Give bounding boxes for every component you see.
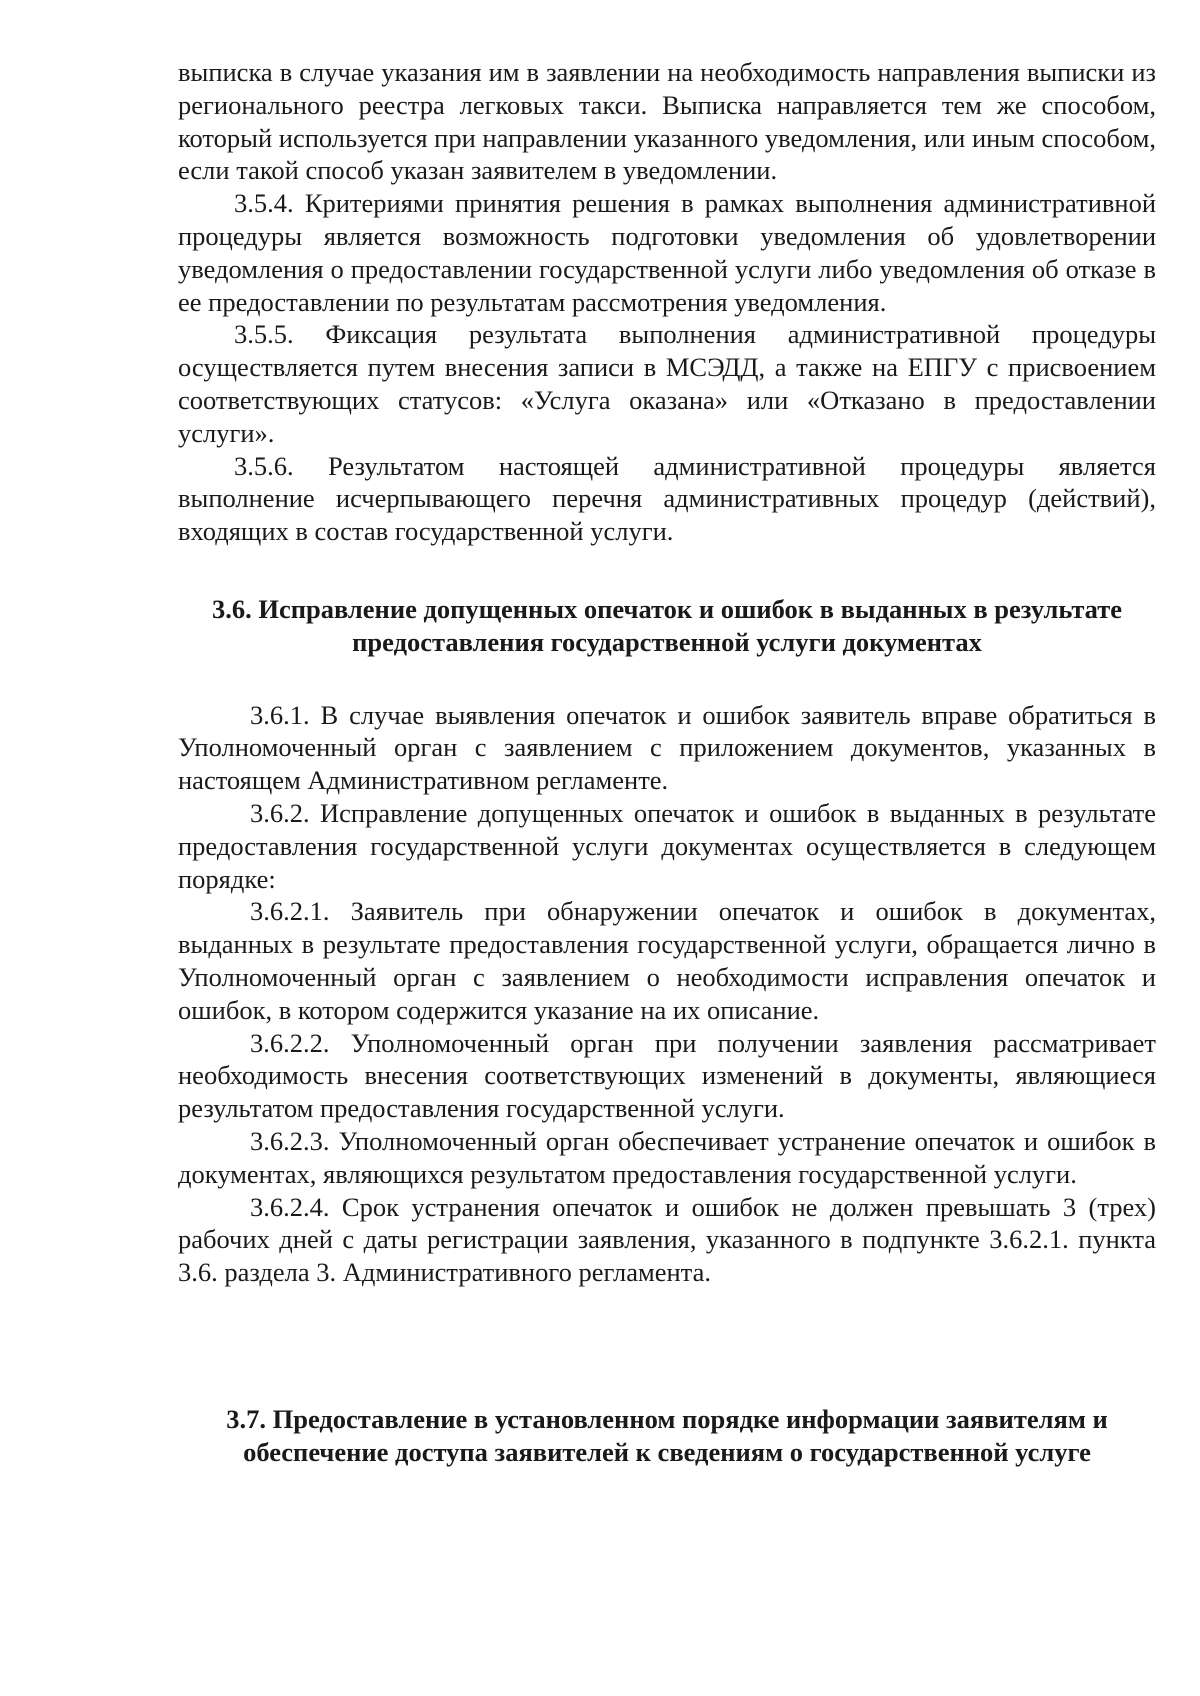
paragraph-3-6-2: 3.6.2. Исправление допущенных опечаток и ошибок в выданных в результате предоставления государственной услуги документах осуществляется в следующем порядке: [178,797,1156,894]
paragraph-3-5-4: 3.5.4. Критериями принятия решения в рамках выполнения административной процедуры является возможность подготовки уведомления об удовлетворении уведомления о предоставлении государственной услуги либо уведомления об отказе в ее предоставлении по результатам рассмотрения уведомления. [178,188,1156,317]
spacer [178,659,1156,699]
paragraph-3-6-2-4: 3.6.2.4. Срок устранения опечаток и ошибок не должен превышать 3 (трех) рабочих дней с даты регистрации заявления, указанного в подпункте 3.6.2.1. пункта 3.6. раздела 3. Административного регламента. [178,1191,1156,1288]
paragraph-3-6-2-3: 3.6.2.3. Уполномоченный орган обеспечивает устранение опечаток и ошибок в документах, являющихся результатом предоставления государственной услуги. [178,1125,1156,1189]
section-heading-3-6: 3.6. Исправление допущенных опечаток и ошибок в выданных в результате предоставления государственной услуги документах [211,593,1123,657]
paragraph-3-6-2-1: 3.6.2.1. Заявитель при обнаружении опечаток и ошибок в документах, выданных в результате предоставления государственной услуги, обращается лично в Уполномоченный орган с заявлением о необходимости исправления опечаток и ошибок, в котором содержится указание на их описание. [178,896,1156,1025]
paragraph-3-5-5: 3.5.5. Фиксация результата выполнения административной процедуры осуществляется путем внесения записи в МСЭДД, а также на ЕПГУ с присвоением соответствующих статусов: «Услуга оказана» или «Отказано в предоставлении услуги». [178,319,1156,448]
spacer [178,1289,1156,1403]
paragraph-3-6-1: 3.6.1. В случае выявления опечаток и ошибок заявитель вправе обратиться в Уполномоченный орган с заявлением с приложением документов, указанных в настоящем Административном регламенте. [178,699,1156,796]
page-content [178,56,1156,1468]
paragraph-3-5-3-continuation: выписка в случае указания им в заявлении на необходимость направления выписки из регионального реестра легковых такси. Выписка направляется тем же способом, который используется при направлении указанного уведомления, или иным способом, если такой способ указан заявителем в уведомлении. [178,57,1156,186]
paragraph-3-6-2-2: 3.6.2.2. Уполномоченный орган при получении заявления рассматривает необходимость внесения соответствующих изменений в документы, являющиеся результатом предоставления государственной услуги. [178,1027,1156,1124]
section-heading-3-7: 3.7. Предоставление в установленном порядке информации заявителям и обеспечение доступа заявителей к сведениям о государственной услуге [226,1403,1108,1467]
paragraph-3-5-6: 3.5.6. Результатом настоящей административной процедуры является выполнение исчерпывающего перечня административных процедур (действий), входящих в состав государственной услуги. [178,450,1156,547]
spacer [178,548,1156,593]
